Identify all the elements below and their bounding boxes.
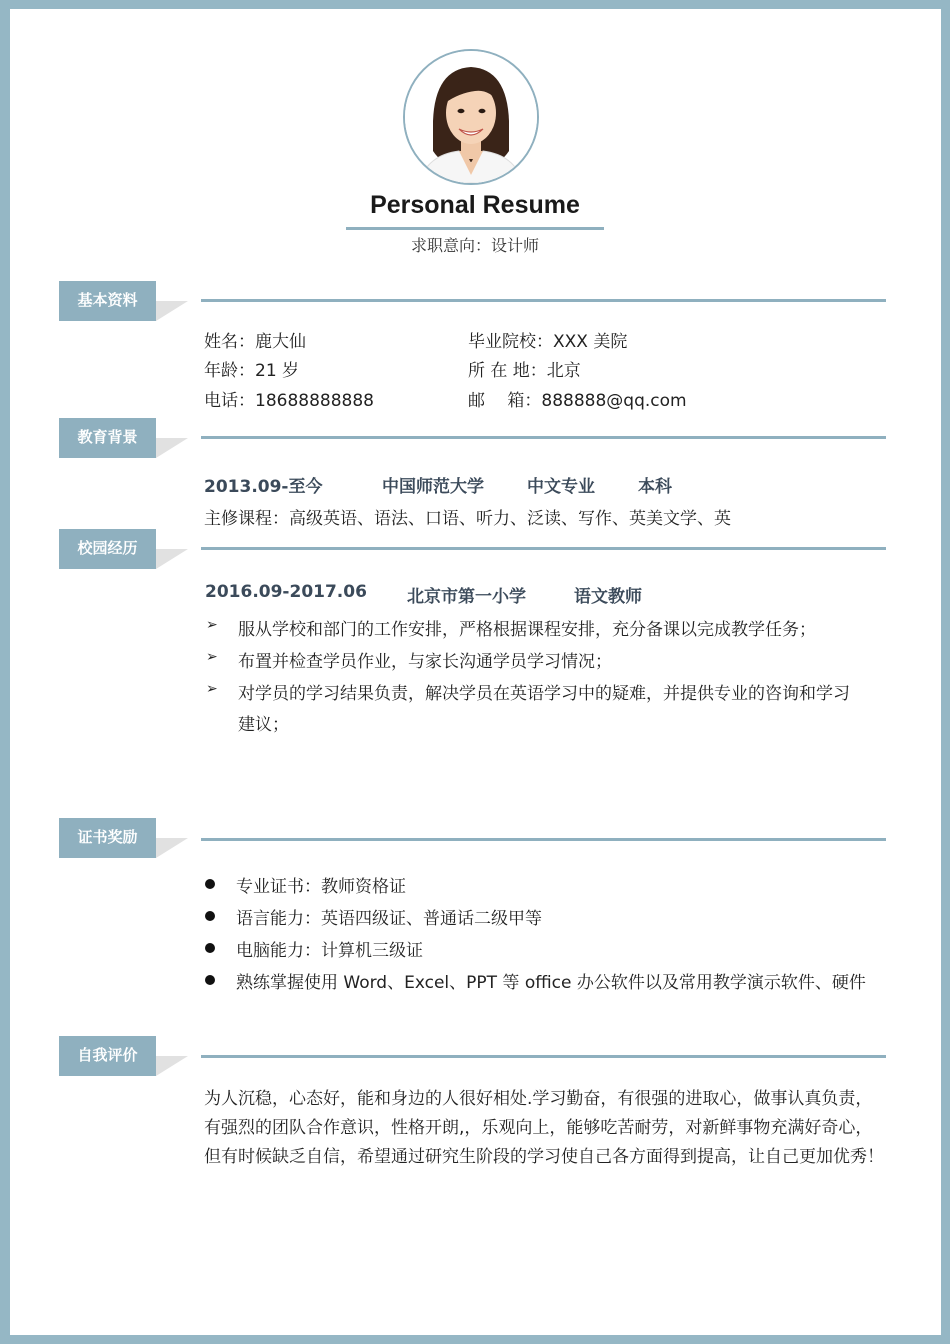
avatar-photo bbox=[405, 51, 537, 183]
section-fold-decoration bbox=[156, 301, 188, 321]
dot-bullet-icon bbox=[205, 879, 215, 889]
title-underline bbox=[346, 227, 604, 230]
campus-duty-item-cont: 建议； bbox=[238, 715, 289, 735]
cert-item: 专业证书：教师资格证 bbox=[236, 877, 406, 897]
section-tab-certs: 证书奖励 bbox=[59, 818, 156, 858]
info-name: 姓名：鹿大仙 bbox=[204, 332, 306, 352]
campus-org: 北京市第一小学 bbox=[407, 587, 526, 607]
section-divider bbox=[201, 1055, 886, 1058]
arrow-bullet-icon: ➢ bbox=[206, 681, 218, 697]
section-tab-basic: 基本资料 bbox=[59, 281, 156, 321]
cert-item: 电脑能力：计算机三级证 bbox=[236, 941, 423, 961]
campus-duty-item: 对学员的学习结果负责，解决学员在英语学习中的疑难，并提供专业的咨询和学习 bbox=[238, 684, 850, 704]
dot-bullet-icon bbox=[205, 943, 215, 953]
info-phone: 电话：18688888888 bbox=[204, 391, 374, 411]
section-fold-decoration bbox=[156, 838, 188, 858]
campus-duty-item: 布置并检查学员作业，与家长沟通学员学习情况； bbox=[238, 652, 612, 672]
self-evaluation-text: 为人沉稳，心态好，能和身边的人很好相处.学习勤奋，有很强的进取心，做事认真负责，有强烈的团队合作意识，性格开朗,，乐观向上，能够吃苦耐劳，对新鲜事物充满好奇心，但有时候缺乏自信，希望通过研究生阶段的学习使自己各方面得到提高，让自己更加优秀！ bbox=[204, 1089, 884, 1167]
avatar bbox=[403, 49, 539, 185]
job-objective: 求职意向：设计师 bbox=[410, 236, 539, 255]
section-tab-self-eval: 自我评价 bbox=[59, 1036, 156, 1076]
section-divider bbox=[201, 436, 886, 439]
campus-role: 语文教师 bbox=[574, 587, 642, 607]
cert-item: 熟练掌握使用 Word、Excel、PPT 等 office 办公软件以及常用教学演示软件、硬件 bbox=[236, 973, 866, 993]
section-divider bbox=[201, 547, 886, 550]
campus-duty-item: 服从学校和部门的工作安排，严格根据课程安排，充分备课以完成教学任务； bbox=[238, 620, 816, 640]
edu-courses: 主修课程：高级英语、语法、口语、听力、泛读、写作、英美文学、英 bbox=[204, 509, 731, 529]
page-title: Personal Resume bbox=[370, 191, 580, 219]
edu-period: 2013.09-至今 bbox=[204, 477, 323, 497]
section-tab-education: 教育背景 bbox=[59, 418, 156, 458]
edu-degree: 本科 bbox=[638, 477, 672, 497]
section-fold-decoration bbox=[156, 438, 188, 458]
info-location: 所 在 地：北京 bbox=[468, 361, 581, 381]
arrow-bullet-icon: ➢ bbox=[206, 649, 218, 665]
edu-major: 中文专业 bbox=[527, 477, 595, 497]
section-fold-decoration bbox=[156, 549, 188, 569]
arrow-bullet-icon: ➢ bbox=[206, 617, 218, 633]
cert-item: 语言能力：英语四级证、普通话二级甲等 bbox=[236, 909, 542, 929]
section-tab-campus: 校园经历 bbox=[59, 529, 156, 569]
dot-bullet-icon bbox=[205, 975, 215, 985]
info-email: 邮 箱：888888@qq.com bbox=[468, 391, 687, 411]
section-divider bbox=[201, 299, 886, 302]
section-divider bbox=[201, 838, 886, 841]
info-age: 年龄：21 岁 bbox=[204, 361, 300, 381]
section-fold-decoration bbox=[156, 1056, 188, 1076]
resume-page bbox=[10, 9, 941, 1335]
campus-period: 2016.09-2017.06 bbox=[205, 582, 367, 602]
info-school: 毕业院校：XXX 美院 bbox=[468, 332, 628, 352]
edu-school: 中国师范大学 bbox=[382, 477, 484, 497]
dot-bullet-icon bbox=[205, 911, 215, 921]
